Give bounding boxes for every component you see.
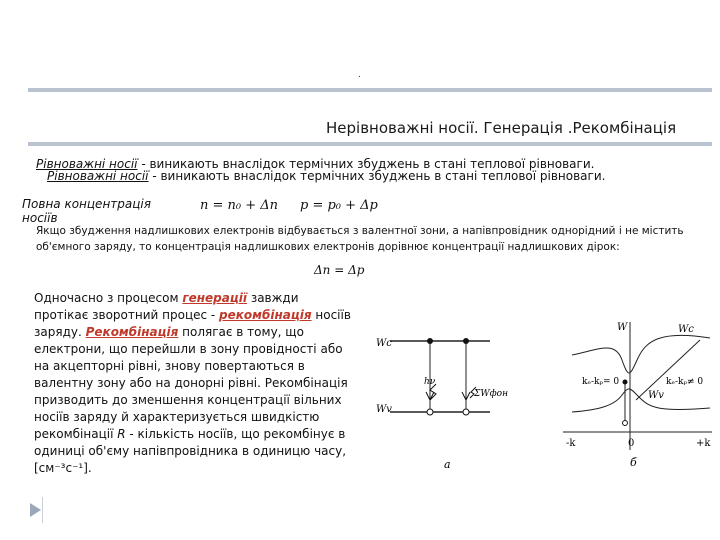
equilibrium-term-duplicate: Рівноважні носії bbox=[47, 169, 149, 183]
formula-excess: Δn = Δp bbox=[314, 263, 365, 277]
top-divider bbox=[28, 88, 712, 92]
band-diagrams bbox=[360, 300, 715, 470]
diagram-b bbox=[563, 322, 712, 469]
wc-label: Wc bbox=[376, 338, 392, 349]
label-a: а bbox=[444, 458, 451, 470]
excess-carriers-text: Якщо збудження надлишкових електронів відбувається з валентної зони, а напівпровідник однорідний і не містить об'ємного заряду, то концентрація надлишкових електронів дорівнює концентрації надлишкових дірок: bbox=[36, 225, 684, 253]
gen-part4: полягає в тому, що електрони, що перейшли в зону провідності або на акцепторні рівні, знову повертаються в валентну зону або на донорні рівні. Рекомбінація призводить до зменшення концентрації вільних носіїв заряду й характеризується швидкістю рекомбінації bbox=[34, 325, 348, 441]
axis-zero: 0 bbox=[628, 438, 635, 449]
recombination-link: рекомбінація bbox=[219, 308, 312, 322]
equilibrium-text: - виникають внаслідок термічних збуджень в стані теплової рівноваги. bbox=[137, 157, 595, 171]
k-equal-label: kₑ-kₚ= 0 bbox=[582, 377, 620, 387]
sum-w-label: ΣWфон bbox=[474, 389, 509, 399]
formula-p: p = p₀ + Δp bbox=[300, 198, 378, 213]
gen-part3: носіїв заряду. bbox=[34, 308, 351, 339]
gen-part5: - кількість носіїв, що рекомбінує в одиниці об'єму напівпровідника в одиницю часу, [см⁻³с⁻¹]. bbox=[34, 427, 347, 475]
axis-plus-k: +k bbox=[696, 438, 711, 449]
w-axis-label: W bbox=[617, 322, 628, 333]
next-slide-arrow-icon[interactable] bbox=[30, 503, 41, 517]
equilibrium-term: Рівноважні носії bbox=[36, 157, 138, 171]
equilibrium-text-duplicate: - виникають внаслідок термічних збуджень в стані теплової рівноваги. bbox=[148, 169, 606, 183]
generation-link: генерації bbox=[182, 291, 247, 305]
wv-right-label: Wv bbox=[648, 390, 664, 401]
recombination-link-2: Рекомбінація bbox=[85, 325, 179, 339]
page-title: Нерівноважні носії. Генерація .Рекомбінація bbox=[326, 119, 677, 137]
gen-part1: Одночасно з процесом bbox=[34, 291, 183, 305]
rate-symbol: R bbox=[117, 427, 126, 441]
gen-part2: завжди протікає зворотний процес - bbox=[34, 291, 299, 322]
equilibrium-definition-duplicate bbox=[47, 169, 605, 183]
label-b: б bbox=[630, 456, 637, 469]
formula-n: n = n₀ + Δn bbox=[200, 198, 279, 213]
generation-paragraph bbox=[34, 290, 352, 477]
diagram-a bbox=[376, 338, 508, 470]
full-concentration-label: Повна концентрація носіїв bbox=[22, 197, 151, 225]
title-divider bbox=[28, 142, 712, 146]
axis-minus-k: -k bbox=[566, 438, 576, 449]
wv-label: Wv bbox=[376, 404, 392, 415]
hv-label: hν bbox=[424, 377, 436, 387]
footer-line bbox=[42, 497, 43, 523]
wc-right-label: Wc bbox=[678, 324, 694, 335]
decorative-dot: . bbox=[358, 70, 361, 80]
k-notequal-label: kₑ-kₚ≠ 0 bbox=[666, 377, 704, 387]
